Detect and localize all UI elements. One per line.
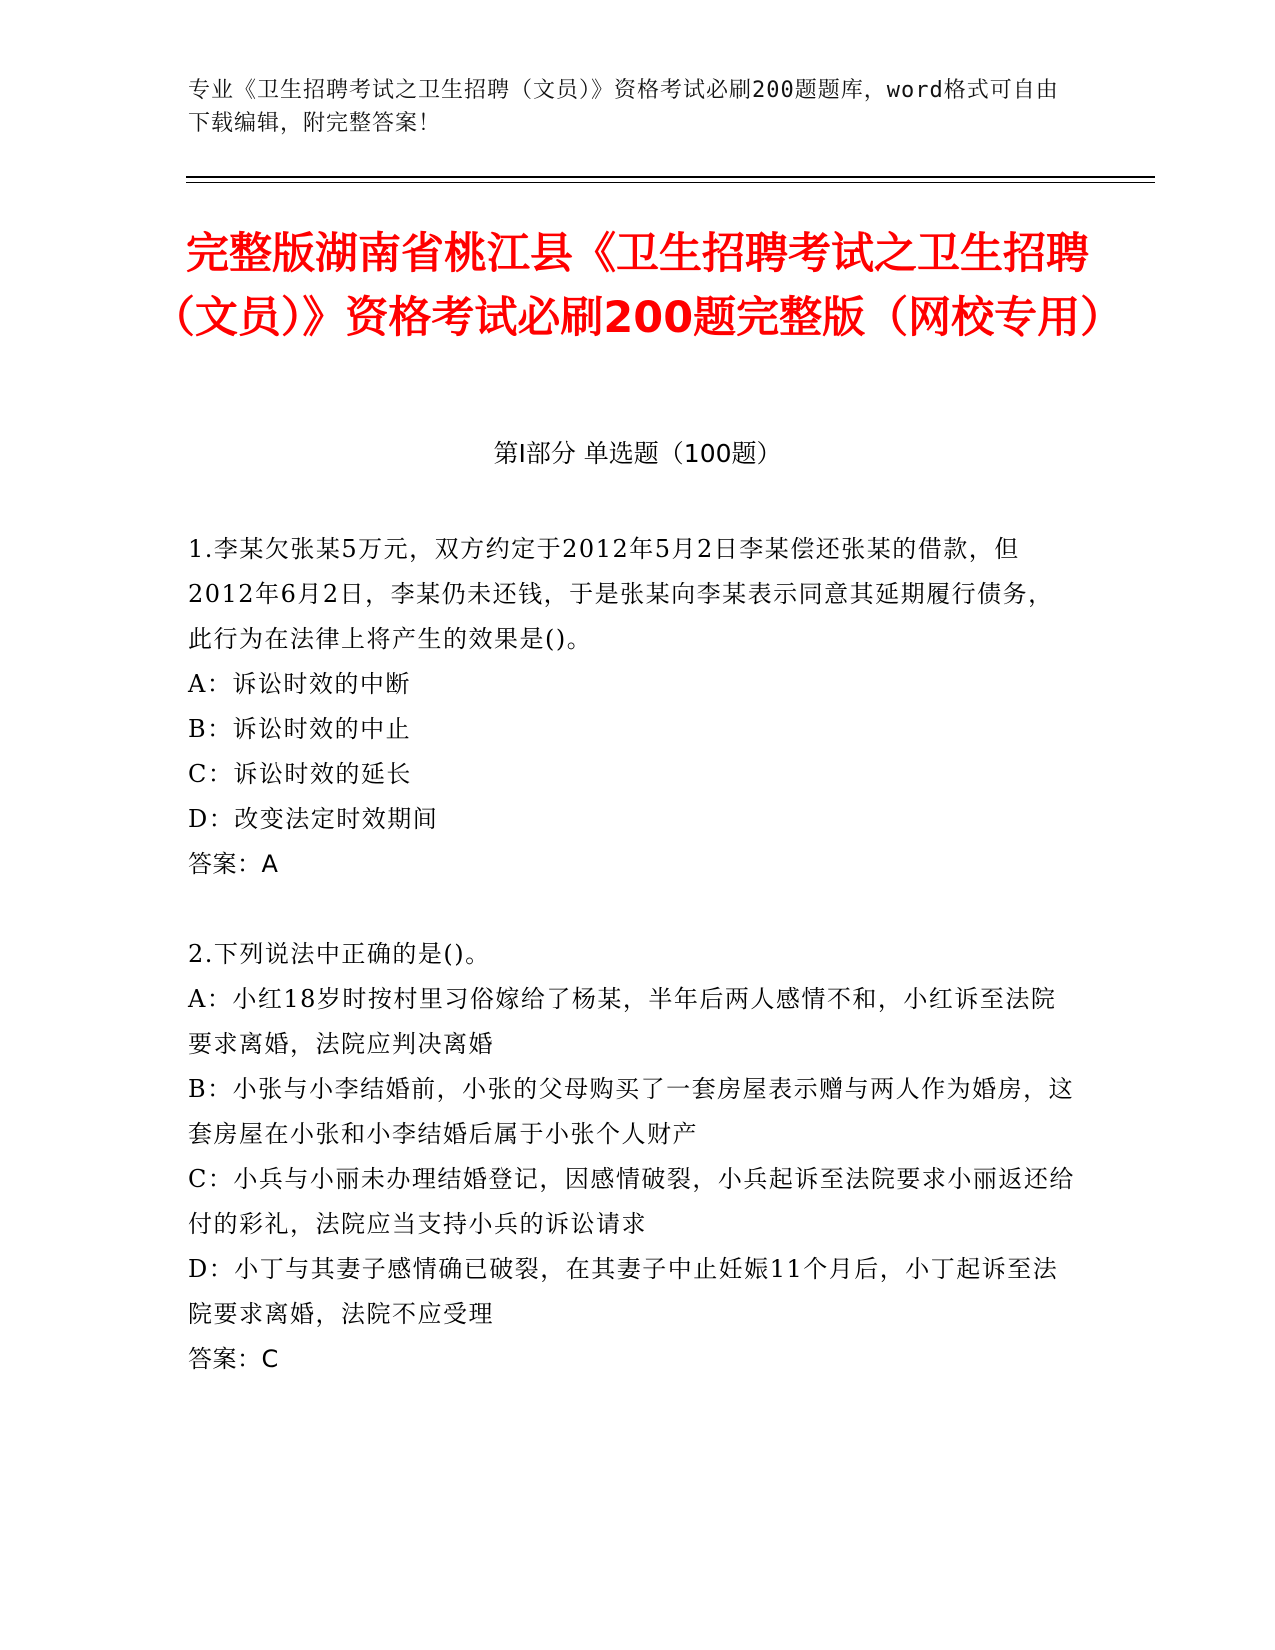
- header-note: 专业《卫生招聘考试之卫生招聘（文员）》资格考试必刷200题题库，word格式可自由下载编辑，附完整答案！: [188, 78, 1059, 136]
- document-title: 完整版湖南省桃江县《卫生招聘考试之卫生招聘（文员）》资格考试必刷200题完整版（网校专用）: [151, 229, 1124, 343]
- option-d: D：小丁与其妻子感情确已破裂，在其妻子中止妊娠11个月后，小丁起诉至法院要求离婚，法院不应受理: [188, 1255, 1059, 1328]
- option-c: C：小兵与小丽未办理结婚登记，因感情破裂，小兵起诉至法院要求小丽返还给付的彩礼，法院应当支持小兵的诉讼请求: [188, 1165, 1075, 1238]
- option-b: B：小张与小李结婚前，小张的父母购买了一套房屋表示赠与两人作为婚房，这套房屋在小张和小李结婚后属于小张个人财产: [188, 1075, 1075, 1148]
- header-divider-thin: [186, 182, 1155, 183]
- option-a: A：诉讼时效的中断: [188, 670, 411, 698]
- question-stem: 2.下列说法中正确的是()。: [188, 940, 491, 968]
- option-d: D：改变法定时效期间: [188, 805, 439, 833]
- question-1: [188, 527, 1078, 887]
- question-2: [188, 932, 1078, 1382]
- answer: 答案：C: [188, 1345, 279, 1373]
- option-c: C：诉讼时效的延长: [188, 760, 412, 788]
- section-title: 第Ⅰ部分 单选题（100题）: [493, 439, 782, 468]
- header-divider-thick: [186, 176, 1155, 178]
- option-b: B：诉讼时效的中止: [188, 715, 412, 743]
- answer: 答案：A: [188, 850, 279, 878]
- option-a: A：小红18岁时按村里习俗嫁给了杨某，半年后两人感情不和，小红诉至法院要求离婚，法院应判决离婚: [188, 985, 1057, 1058]
- question-stem: 1.李某欠张某5万元，双方约定于2012年5月2日李某偿还张某的借款，但2012年6月2日，李某仍未还钱，于是张某向李某表示同意其延期履行债务，此行为在法律上将产生的效果是()。: [188, 535, 1054, 653]
